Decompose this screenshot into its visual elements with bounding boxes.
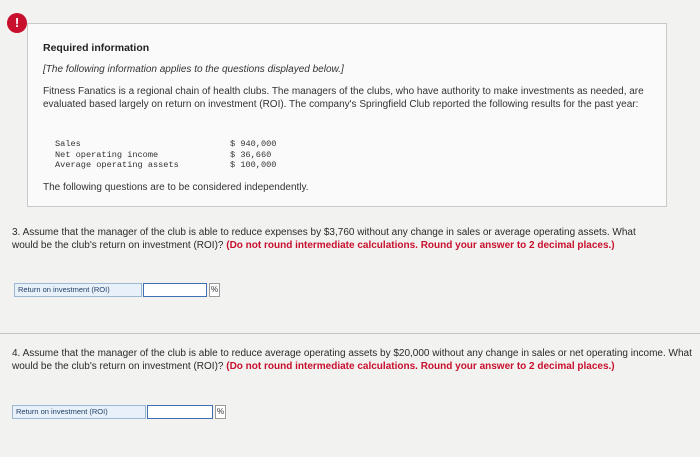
question-4-text: 4. Assume that the manager of the club is able to reduce average operating assets by $20,000 without any change in sales or net operating income. What would be the club's return on investment (ROI)? xyxy=(12,348,692,372)
roi-input-q4[interactable] xyxy=(147,405,213,419)
roi-label: Return on investment (ROI) xyxy=(14,283,142,297)
row-value: $ 36,660 xyxy=(230,149,272,160)
question-3 xyxy=(12,227,652,252)
question-divider xyxy=(0,333,700,334)
question-4-instructions: (Do not round intermediate calculations. Round your answer to 2 decimal places.) xyxy=(226,360,615,372)
row-value: $ 940,000 xyxy=(230,139,277,149)
roi-label: Return on investment (ROI) xyxy=(12,405,146,419)
question-3-text: 3. Assume that the manager of the club is able to reduce expenses by $3,760 without any change in sales or average operating assets. What would be the club's return on investment (ROI)? xyxy=(12,227,636,251)
question-4 xyxy=(12,348,698,373)
alert-icon: ! xyxy=(7,13,27,33)
row-label: Average operating assets xyxy=(55,160,179,170)
financial-results-table xyxy=(55,139,300,171)
question-3-instructions: (Do not round intermediate calculations. Round your answer to 2 decimal places.) xyxy=(226,239,615,251)
table-row xyxy=(55,160,300,171)
row-value: $ 100,000 xyxy=(230,160,277,170)
roi-input-q3[interactable] xyxy=(143,283,207,297)
percent-unit: % xyxy=(209,283,220,297)
info-paragraph: Fitness Fanatics is a regional chain of health clubs. The managers of the clubs, who have authority to make investments as needed, are evaluated based largely on return on investment (ROI). The company's Springfield Club reported the following results for the past year: xyxy=(43,86,644,110)
info-title: Required information xyxy=(43,42,150,54)
required-information-panel xyxy=(27,23,667,207)
table-row xyxy=(55,139,300,150)
row-label: Sales xyxy=(55,139,81,149)
info-note: The following questions are to be considered independently. xyxy=(43,182,309,193)
question-4-answer-row xyxy=(12,405,226,419)
row-label: Net operating income xyxy=(55,149,159,160)
question-3-answer-row xyxy=(14,283,220,297)
info-subtitle: [The following information applies to the questions displayed below.] xyxy=(43,64,344,75)
percent-unit: % xyxy=(215,405,226,419)
table-row xyxy=(55,150,300,161)
